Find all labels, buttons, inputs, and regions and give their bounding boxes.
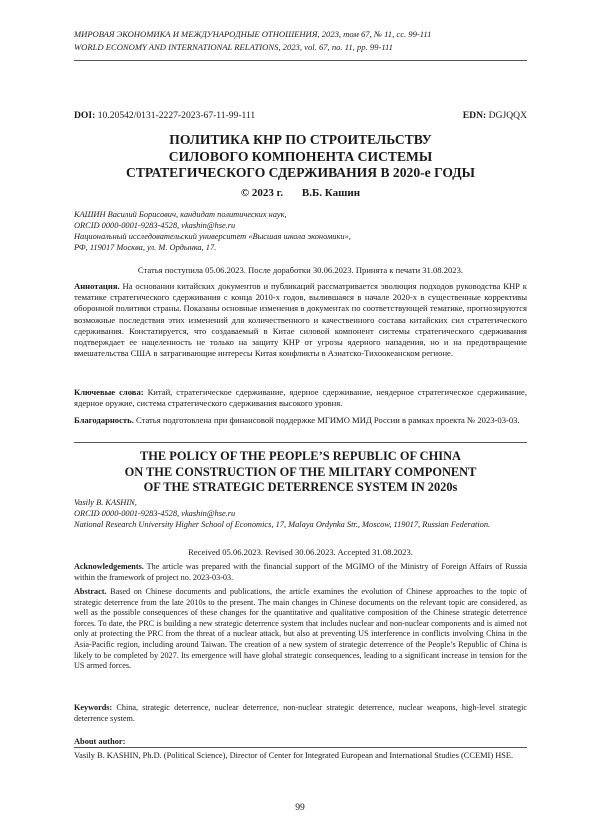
keywords-en-text: China, strategic deterrence, nuclear deterrence, non-nuclear strategic deterrence, nuclear weapons, high-level strategic deterrence system. <box>74 703 527 723</box>
identifier-row <box>74 110 527 121</box>
edn-label: EDN: <box>462 110 487 121</box>
title-en-line: THE POLICY OF THE PEOPLE’S REPUBLIC OF CHINA <box>140 449 461 463</box>
copyright: © 2023 г. <box>240 187 284 199</box>
edn <box>463 110 527 121</box>
ack-ru-label: Благодарность. <box>74 415 134 425</box>
affiliation-en <box>74 497 527 530</box>
affiliation-line: Национальный исследовательский университет «Высшая школа экономики», <box>74 232 351 241</box>
keywords-ru <box>74 387 527 409</box>
keywords-en-label: Keywords: <box>74 703 113 712</box>
abstract-ru-label: Аннотация. <box>74 281 120 291</box>
about-divider <box>74 747 527 748</box>
author-line <box>74 187 527 199</box>
running-header-ru: МИРОВАЯ ЭКОНОМИКА И МЕЖДУНАРОДНЫЕ ОТНОШЕНИЯ, 2023, том 67, № 11, сс. 99-111 <box>74 29 432 39</box>
abstract-ru <box>74 281 527 359</box>
keywords-en <box>74 703 527 724</box>
affiliation-line: ORCID 0000-0001-9283-4528, vkashin@hse.ru <box>74 509 236 518</box>
ack-ru-text: Статья подготовлена при финансовой поддержке МГИМО МИД России в рамках проекта № 2023-03-03. <box>135 415 520 425</box>
running-header-en: WORLD ECONOMY AND INTERNATIONAL RELATIONS, 2023, vol. 67, no. 11, pp. 99-111 <box>74 42 393 52</box>
acknowledgement-en <box>74 562 527 583</box>
title-ru-line: ПОЛИТИКА КНР ПО СТРОИТЕЛЬСТВУ <box>169 132 432 147</box>
doi-label: DOI: <box>74 110 96 121</box>
abstract-ru-text: На основании китайских документов и публикаций рассматривается эволюция подходов руководства КНР к тематике стратегического сдерживания с конца 2010-х годов, вылившаяся в начале 2020-х в существенные коррективы оборонной политики страны. Показаны основные изменения в документах по соответствующей тематике, прогнозируются возможные последствия этих изменений для количественного и качественного состава китайских сил стратегического сдерживания. Констатируется, что создаваемый в Китае силовой компонент системы стратегического сдерживания подтверждает ее нацеленность не только на защиту КНР от угрозы ядерного нападения, но и на предотвращение вмешательства США в затрагивающие интересы Китая конфликты в Азиатско-Тихоокеанском регионе. <box>74 281 527 359</box>
title-en-line: OF THE STRATEGIC DETERRENCE SYSTEM IN 2020s <box>143 480 458 494</box>
ack-en-label: Acknowledgements. <box>74 562 144 571</box>
doi <box>74 110 255 121</box>
title-en-line: ON THE CONSTRUCTION OF THE MILITARY COMPONENT <box>124 464 477 479</box>
abstract-en-label: Abstract. <box>74 587 107 596</box>
affiliation-line: КАШИН Василий Борисович, кандидат политических наук, <box>74 210 287 219</box>
affiliation-line: Vasily B. KASHIN, <box>74 498 137 507</box>
acknowledgement-ru <box>74 415 527 426</box>
abstract-en <box>74 587 527 672</box>
ack-en-text: The article was prepared with the financial support of the MGIMO of the Ministry of Foreign Affairs of Russia within the framework of project no. 2023-03-03. <box>74 562 527 582</box>
received-ru: Статья поступила 05.06.2023. После доработки 30.06.2023. Принята к печати 31.08.2023. <box>137 265 464 275</box>
title-ru-line: СИЛОВОГО КОМПОНЕНТА СИСТЕМЫ <box>168 148 433 164</box>
affiliation-ru <box>74 209 527 253</box>
page-number: 99 <box>295 802 305 813</box>
edn-value: DGJQQX <box>488 110 527 121</box>
keywords-ru-label: Ключевые слова: <box>74 387 144 397</box>
section-divider <box>74 442 527 443</box>
title-ru-line: СТРАТЕГИЧЕСКОГО СДЕРЖИВАНИЯ В 2020-е ГОДЫ <box>126 165 475 180</box>
title-ru <box>74 132 527 182</box>
doi-value: 10.20542/0131-2227-2023-67-11-99-111 <box>97 110 256 121</box>
header-divider <box>74 60 527 61</box>
affiliation-line: ORCID 0000-0001-9283-4528, vkashin@hse.ru <box>74 221 236 230</box>
author-name: В.Б. Кашин <box>301 187 361 199</box>
affiliation-line: National Research University Higher School of Economics, 17, Malaya Ordynka Str., Moscow, 119017, Russian Federation. <box>74 520 491 529</box>
running-header <box>74 28 544 54</box>
about-author-text: Vasily B. KASHIN, Ph.D. (Political Science), Director of Center for Integrated European and International Studies (CCEMI) HSE. <box>74 751 514 760</box>
affiliation-line: РФ, 119017 Москва, ул. М. Ордынка, 17. <box>74 243 217 252</box>
received-en: Received 05.06.2023. Revised 30.06.2023. Accepted 31.08.2023. <box>188 547 413 557</box>
about-author-label: About author: <box>74 737 126 746</box>
abstract-en-text: Based on Chinese documents and publications, the article examines the evolution of Chinese approaches to the topic of strategic deterrence from the late 2010s to the present. The main changes in Chinese documents on the relevant topic are considered, as well as the possible consequences of these changes for the quantitative and qualitative composition of the Chinese strategic deterrence forces. To date, the PRC is building a new strategic deterrence system that includes nuclear and non-nuclear components and is aimed not only at protecting the PRC from the threat of a nuclear attack, but also at preventing US interference in conflicts involving China in the Asia-Pacific region, including around Taiwan. The creation of a new system of strategic deterrence of the People’s Republic of China is likely to be completed by 2027. Its emergence will have global strategic consequences, leading to a significant increase in tension for the US armed forces. <box>74 587 527 671</box>
title-en <box>74 449 527 496</box>
keywords-ru-text: Китай, стратегическое сдерживание, ядерное сдерживание, неядерное стратегическое сдерживание, ядерное оружие, система стратегического сдерживания высокого уровня. <box>74 387 527 409</box>
